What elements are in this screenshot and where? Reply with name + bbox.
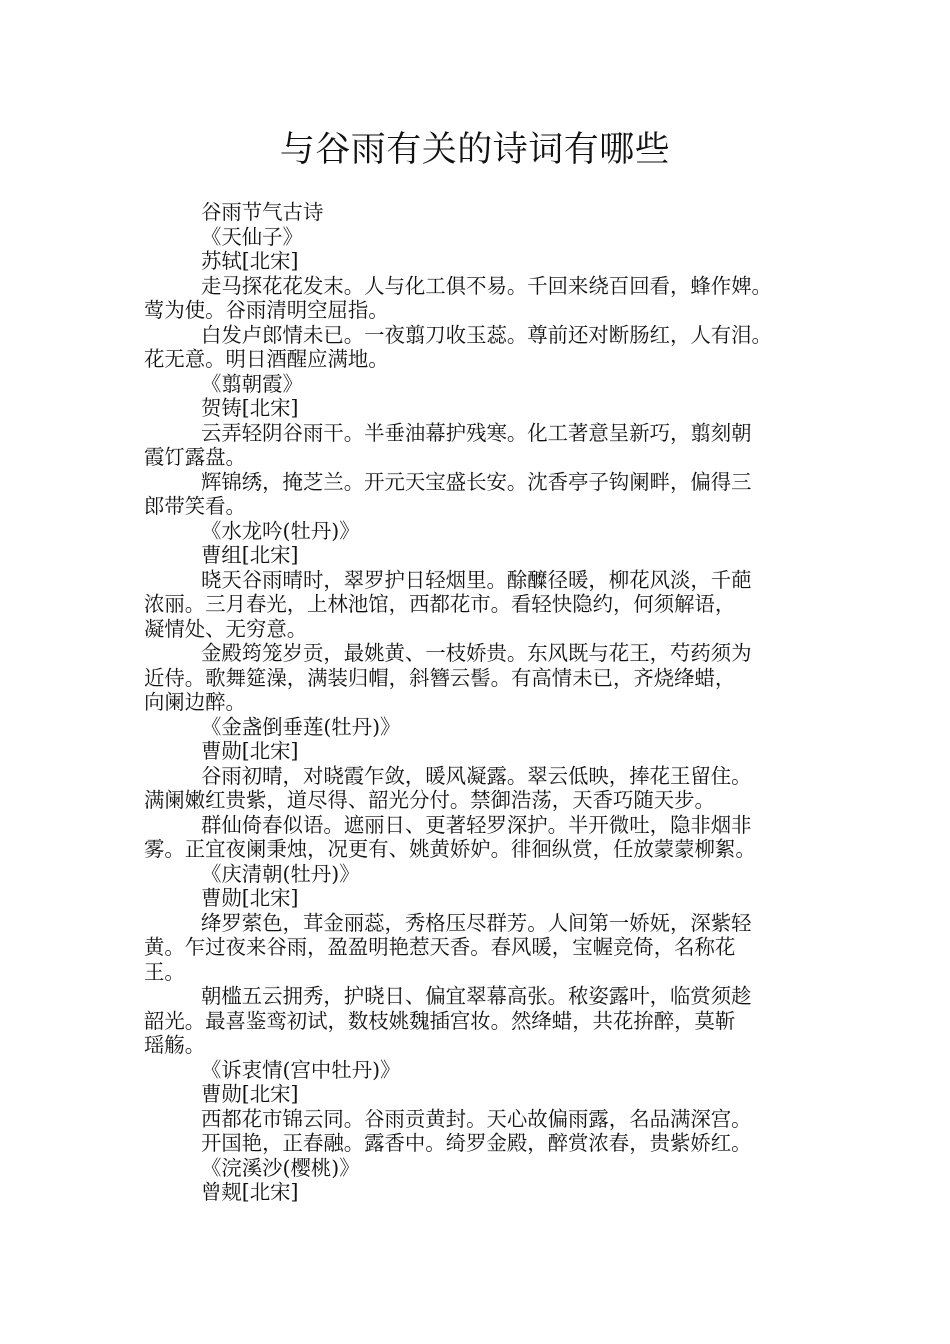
text-line: 王。 bbox=[144, 959, 185, 984]
text-line: 《水龙吟(牡丹)》 bbox=[201, 518, 360, 543]
text-line: 花无意。明日酒醒应满地。 bbox=[144, 347, 389, 371]
text-line: 浓丽。三月春光，上林池馆，西都花市。看轻快隐约，何须解语， bbox=[144, 592, 736, 616]
text-line: 贺铸[北宋] bbox=[201, 396, 299, 420]
text-line: 绛罗萦色，茸金丽蕊，秀格压尽群芳。人间第一娇妩，深紫轻 bbox=[201, 910, 752, 935]
text-line: 谷雨初晴，对晓霞乍敛，暖风凝露。翠云低映，捧花王留住。 bbox=[201, 763, 752, 788]
text-line: 《诉衷情(宫中牡丹)》 bbox=[201, 1057, 401, 1082]
text-line: 走马探花花发末。人与化工俱不易。千回来绕百回看，蜂作婢。 bbox=[201, 273, 772, 298]
text-line: 曾觌[北宋] bbox=[201, 1180, 299, 1204]
text-line: 曹勋[北宋] bbox=[201, 739, 299, 763]
text-line: 近侍。歌舞筵澡，满装归帽，斜簪云髻。有高情未已，齐烧绛蜡， bbox=[144, 665, 736, 690]
text-line: 曹勋[北宋] bbox=[201, 886, 299, 910]
text-line: 《金盏倒垂莲(牡丹)》 bbox=[201, 714, 401, 739]
text-line: 瑶觞。 bbox=[144, 1033, 206, 1057]
text-line: 朝槛五云拥秀，护晓日、偏宜翠幕高张。秾姿露叶，临赏须趁 bbox=[201, 984, 752, 1008]
text-line: 开国艳，正春融。露香中。绮罗金殿，醉赏浓春，贵紫娇红。 bbox=[201, 1131, 752, 1155]
text-line: 《浣溪沙(樱桃)》 bbox=[201, 1155, 360, 1180]
text-line: 辉锦绣，掩芝兰。开元天宝盛长安。沈香亭子钩阑畔，偏得三 bbox=[201, 469, 752, 494]
text-line: 曹勋[北宋] bbox=[201, 1082, 299, 1106]
text-line: 凝情处、无穷意。 bbox=[144, 616, 308, 641]
text-line: 霞饤露盘。 bbox=[144, 445, 246, 469]
document-body bbox=[144, 200, 834, 1205]
text-line: 《天仙子》 bbox=[201, 224, 303, 249]
text-line: 白发卢郎情未已。一夜翦刀收玉蕊。尊前还对断肠红，人有泪。 bbox=[201, 322, 772, 347]
text-line: 莺为使。谷雨清明空屈指。 bbox=[144, 298, 389, 322]
text-line: 金殿筠笼岁贡，最姚黄、一枝娇贵。东风既与花王，芍药须为 bbox=[201, 641, 752, 665]
text-line: 韶光。最喜鉴鸾初试，数枝姚魏插宫妆。然绛蜡，共花拚醉，莫靳 bbox=[144, 1008, 736, 1033]
text-line: 谷雨节气古诗 bbox=[201, 200, 324, 224]
text-line: 雾。正宜夜阑秉烛，况更有、姚黄娇妒。徘徊纵赏，任放蒙蒙柳絮。 bbox=[144, 837, 756, 861]
text-line: 郎带笑看。 bbox=[144, 494, 246, 518]
text-line: 曹组[北宋] bbox=[201, 543, 299, 567]
text-line: 黄。乍过夜来谷雨，盈盈明艳惹天香。春风暖，宝幄竞倚，名称花 bbox=[144, 935, 736, 959]
text-line: 《翦朝霞》 bbox=[201, 371, 303, 396]
text-line: 云弄轻阴谷雨干。半垂油幕护残寒。化工著意呈新巧，翦刻朝 bbox=[201, 420, 752, 445]
page-title: 与谷雨有关的诗词有哪些 bbox=[279, 130, 671, 170]
text-line: 西都花市锦云同。谷雨贡黄封。天心故偏雨露，名品满深宫。 bbox=[201, 1106, 752, 1131]
text-line: 《庆清朝(牡丹)》 bbox=[201, 861, 360, 886]
text-line: 晓天谷雨晴时，翠罗护日轻烟里。酴醾径暖，柳花风淡，千葩 bbox=[201, 567, 752, 592]
text-line: 满阑嫩红贵紫，道尽得、韶光分付。禁御浩荡，天香巧随天步。 bbox=[144, 788, 715, 812]
text-line: 苏轼[北宋] bbox=[201, 249, 299, 273]
text-line: 群仙倚春似语。遮丽日、更著轻罗深护。半开微吐，隐非烟非 bbox=[201, 812, 752, 837]
text-line: 向阑边醉。 bbox=[144, 690, 246, 714]
